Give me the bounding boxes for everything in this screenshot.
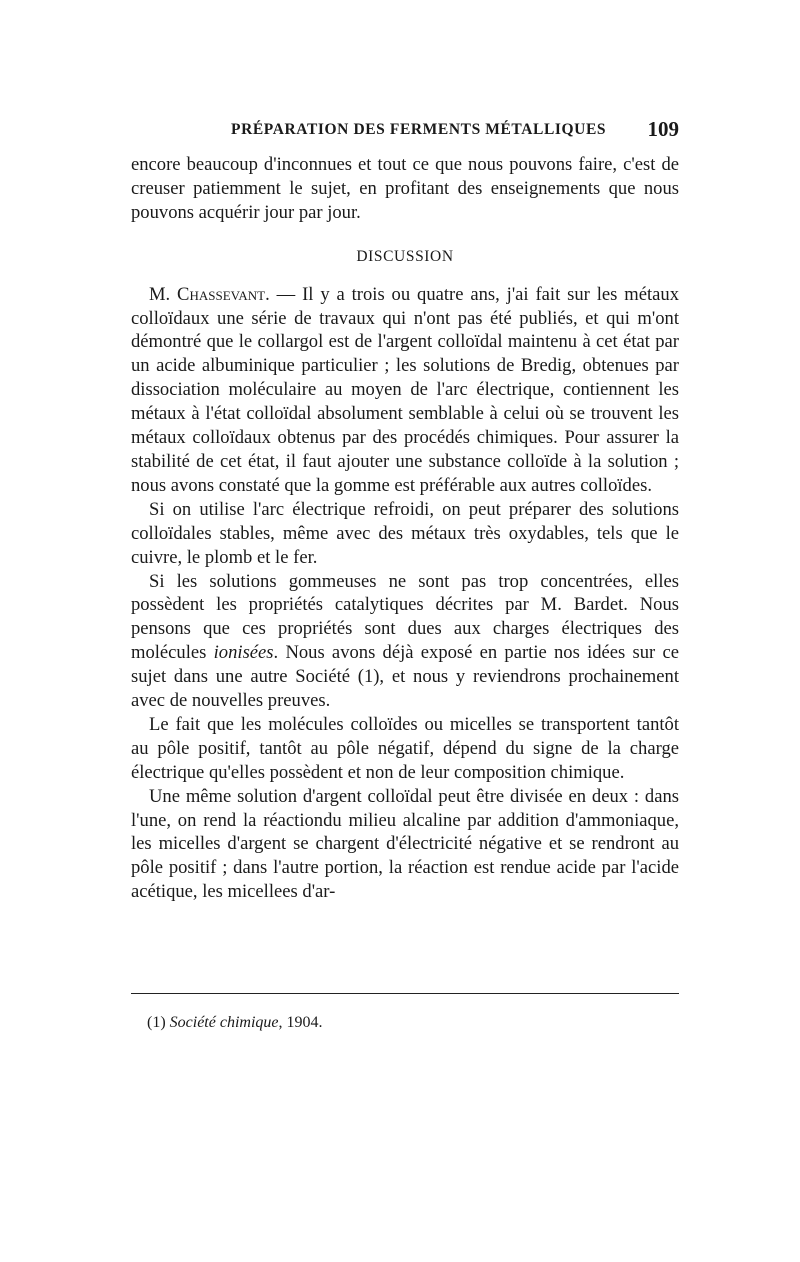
body-text <box>131 153 679 904</box>
paragraph-electric-arc: Si on utilise l'arc électrique refroidi, on peut préparer des solutions colloïdales stables, même avec des métaux très oxydables, tels que le cuivre, le plomb et le fer. <box>131 498 679 568</box>
footnote <box>147 1014 323 1032</box>
speaker-name: M. Chassevant. <box>149 283 270 305</box>
section-heading: DISCUSSION <box>356 247 454 265</box>
paragraph-silver-solution: Une même solution d'argent colloïdal peut être divisée en deux : dans l'une, on rend la réactiondu milieu alcaline par addition d'ammoniaque, les micelles d'argent se chargent d'électricité négative et se rendront au pôle positif ; dans l'autre portion, la réaction est rendue acide par l'acide acétique, les micellees d'ar- <box>131 785 679 903</box>
emphasis-text: ionisées <box>213 642 274 664</box>
running-title: PRÉPARATION DES FERMENTS MÉTALLIQUES <box>231 121 607 138</box>
running-header <box>131 117 679 147</box>
paragraph-text: Il y a trois ou quatre ans, j'ai fait sur les métaux colloïdaux une série de travaux qui n'ont pas été publiés, et qui m'ont démontré que le collargol est de l'argent colloïdal maintenu à cet état par un acide albuminique particulier ; les solutions de Bredig, obtenues par dissociation moléculaire au moyen de l'arc électrique, contiennent les métaux à l'état colloïdal absolument semblable à celui où se trouvent les métaux colloïdaux obtenus par des procédés chimiques. Pour assurer la stabilité de cet état, il faut ajouter une substance colloïde à la solution ; nous avons constaté que la gomme est préférable aux autres colloïdes. <box>131 283 679 496</box>
continuation-paragraph: encore beaucoup d'inconnues et tout ce que nous pouvons faire, c'est de creuser patiemment le sujet, en profitant des enseignements que nous pouvons acquérir jour par jour. <box>131 154 679 223</box>
paragraph-catalytic <box>131 570 679 713</box>
paragraph-chassevant: M. Chassevant. — Il y a trois ou quatre ans, j'ai fait sur les métaux colloïdaux une série de travaux qui n'ont pas été publiés, et qui m'ont démontré que le collargol est de l'argent colloïdal maintenu à cet état par un acide albuminique particulier ; les solutions de Bredig, obtenues par dissociation moléculaire au moyen de l'arc électrique, contiennent les métaux à l'état colloïdal absolument semblable à celui où se trouvent les métaux colloïdaux obtenus par des procédés chimiques. Pour assurer la stabilité de cet état, il faut ajouter une substance colloïde à la solution ; nous avons constaté que la gomme est préférable aux autres colloïdes. <box>131 283 679 496</box>
paragraph-text: Si les solutions gommeuses ne sont pas trop concentrées, elles possèdent les propriétés catalytiques décrites par M. Bardet. Nous pensons que ces propriétés sont dues aux charges électriques des molécules <box>131 570 679 664</box>
footnote-rule <box>131 993 679 994</box>
paragraph-micelles: Le fait que les molécules colloïdes ou micelles se transportent tantôt au pôle positif, tantôt au pôle négatif, dépend du signe de la charge électrique qu'elles possèdent et non de leur composition chimique. <box>131 713 679 783</box>
paragraph-text: . Nous avons déjà exposé en partie nos idées sur ce sujet dans une autre Société (1), et nous y reviendrons prochainement avec de nouvelles preuves. <box>131 642 679 712</box>
footnote-marker: (1) <box>147 1014 166 1031</box>
footnote-source: Société chimique <box>169 1014 279 1031</box>
footnote-year: , 1904. <box>278 1014 323 1031</box>
page-number: 109 <box>647 117 679 141</box>
